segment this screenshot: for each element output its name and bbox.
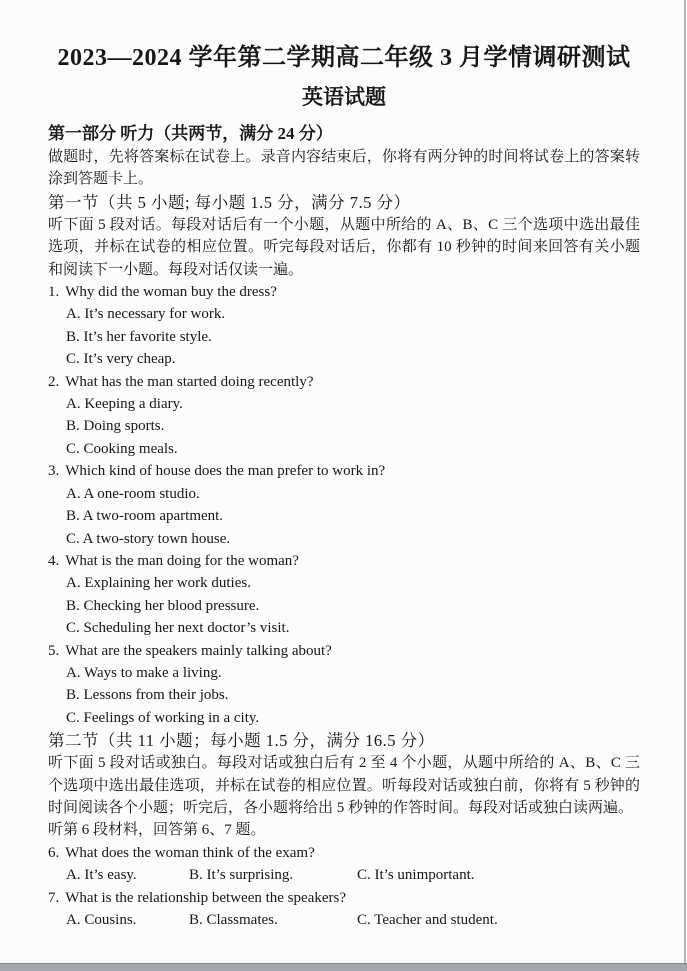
question-number: 4. [48, 552, 60, 569]
question-text: What is the man doing for the woman? [65, 552, 299, 569]
question-line [48, 842, 640, 864]
question-text: What has the man started doing recently? [65, 373, 314, 390]
section2-heading: 第二节（共 11 小题；每小题 1.5 分，满分 16.5 分） [48, 731, 435, 751]
question-6 [48, 842, 640, 887]
option-b: B. A two-room apartment. [66, 508, 224, 525]
question-text: What does the woman think of the exam? [65, 844, 315, 861]
question-line [48, 550, 640, 572]
question-number: 5. [48, 642, 60, 659]
option-c: C. It’s very cheap. [66, 351, 176, 368]
section2-instructions: 听下面 5 段对话或独白。每段对话或独白后有 2 至 4 个小题，从题中所给的 A、B、C 三个选项中选出最佳选项，并标在试卷的相应位置。听每段对话或独白前，你将有 5 秒钟的时间阅读各个小题；听完后，各小题将给出 5 秒钟的作答时间。每段对话或独白读两遍。 [48, 755, 640, 816]
part1-instructions: 做题时，先将答案标在试卷上。录音内容结束后，你将有两分钟的时间将试卷上的答案转涂到答题卡上。 [48, 149, 640, 188]
scan-page-bottom-edge [0, 963, 687, 971]
question-4 [48, 550, 640, 640]
question-2 [48, 371, 640, 461]
option-c: C. A two-story town house. [66, 530, 231, 547]
section1-instructions: 听下面 5 段对话。每段对话后有一个小题，从题中所给的 A、B、C 三个选项中选出最佳选项，并标在试卷的相应位置。听完每段对话后，你都有 10 秒钟的时间来回答有关小题和阅读下一小题。每段对话仅读一遍。 [48, 216, 640, 278]
question-number: 6. [48, 844, 60, 861]
option-b: B. Lessons from their jobs. [66, 687, 229, 704]
option-c: C. Teacher and student. [357, 912, 498, 928]
question-number: 1. [48, 284, 60, 301]
scan-page-right-edge [684, 0, 686, 971]
option-b: B. Classmates. [189, 912, 278, 928]
question-7 [48, 887, 640, 932]
question-number: 2. [48, 373, 60, 390]
exam-title: 2023—2024 学年第二学期高二年级 3 月学情调研测试 [57, 45, 631, 71]
option-c: C. Cooking meals. [66, 440, 178, 457]
question-line [48, 887, 640, 909]
question-text: What are the speakers mainly talking about? [65, 642, 332, 659]
option-a: A. Keeping a diary. [66, 396, 183, 413]
question-line [48, 371, 640, 393]
question-text: Why did the woman buy the dress? [65, 284, 277, 301]
option-a: A. Explaining her work duties. [66, 575, 251, 592]
option-b: B. Checking her blood pressure. [66, 597, 260, 614]
option-c: C. It’s unimportant. [357, 867, 475, 884]
question-line [48, 281, 640, 303]
option-a: A. Ways to make a living. [66, 664, 222, 681]
option-c: C. Scheduling her next doctor’s visit. [66, 620, 290, 637]
option-a: A. It’s easy. [66, 867, 137, 884]
question-text: What is the relationship between the speakers? [65, 889, 346, 906]
question-line [48, 460, 640, 482]
option-a: A. A one-room studio. [66, 485, 200, 502]
option-a: A. It’s necessary for work. [66, 306, 226, 323]
question-line [48, 640, 640, 662]
option-c: C. Feelings of working in a city. [66, 709, 260, 726]
option-b: B. It’s surprising. [189, 867, 294, 884]
question-1 [48, 281, 640, 371]
option-a: A. Cousins. [66, 912, 137, 928]
question-3 [48, 460, 640, 550]
question-number: 7. [48, 889, 60, 906]
section1-heading: 第一节（共 5 小题; 每小题 1.5 分，满分 7.5 分） [48, 192, 411, 212]
options-row [48, 864, 640, 886]
options-row [48, 909, 640, 931]
part1-heading: 第一部分 听力（共两节，满分 24 分） [48, 124, 333, 143]
question-5 [48, 640, 640, 730]
option-b: B. Doing sports. [66, 418, 165, 435]
question-number: 3. [48, 463, 60, 480]
exam-subtitle: 英语试题 [302, 85, 386, 109]
option-b: B. It’s her favorite style. [66, 328, 212, 345]
section2-material-note: 听第 6 段材料，回答第 6、7 题。 [48, 822, 266, 839]
question-text: Which kind of house does the man prefer to work in? [65, 463, 386, 480]
